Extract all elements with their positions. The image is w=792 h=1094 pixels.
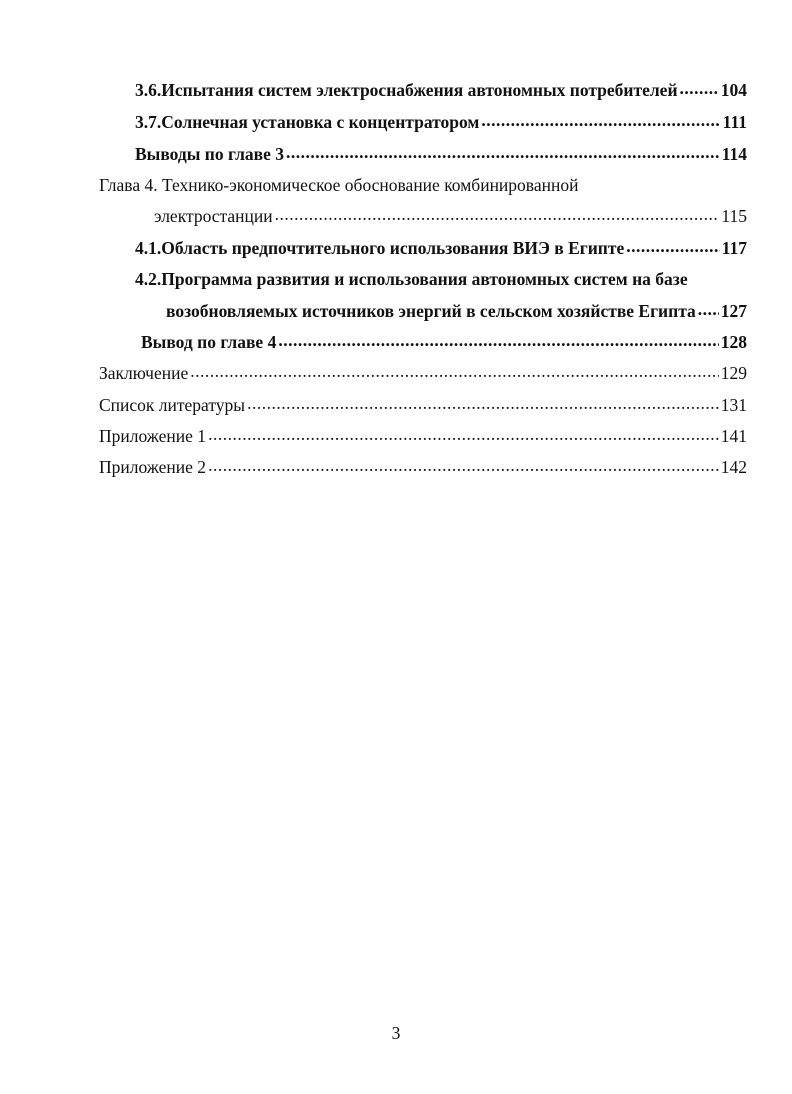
toc-page-number: 117 (721, 238, 747, 258)
toc-entry-text: Заключение (99, 363, 189, 383)
toc-entry-appendix-2 (99, 456, 747, 478)
toc-leader-dots (698, 303, 719, 317)
page-number: 3 (391, 1023, 401, 1043)
toc-page-number: 131 (720, 395, 747, 415)
toc-page-number: 115 (721, 206, 747, 226)
toc-entry-3-6 (135, 79, 747, 101)
toc-entry-conclusion-4 (141, 331, 747, 353)
toc-entry-4-1 (135, 237, 747, 259)
toc-leader-dots (208, 459, 719, 473)
toc-entry-text: возобновляемых источников энергий в сельском хозяйстве Египта (166, 301, 696, 321)
toc-leader-dots (481, 114, 720, 128)
toc-entry-conclusion (99, 362, 747, 384)
toc-entry-text: Приложение 1 (99, 426, 207, 446)
toc-entry-3-7 (135, 111, 747, 133)
toc-entry-text: 3.7.Солнечная установка с концентратором (135, 112, 480, 132)
toc-entry-text: Список литературы (99, 395, 246, 415)
toc-leader-dots (190, 365, 719, 379)
toc-entry-references (99, 394, 747, 416)
toc-entry-conclusions-3 (135, 143, 747, 165)
toc-leader-dots (680, 82, 719, 96)
toc-leader-dots (626, 240, 719, 254)
toc-entry-text: Выводы по главе 3 (135, 144, 284, 164)
toc-page-number: 128 (720, 332, 747, 352)
toc-leader-dots (208, 428, 719, 442)
toc-chapter-4-title: Глава 4. Технико-экономическое обоснование комбинированной (99, 175, 579, 195)
toc-entry-chapter-4 (154, 205, 747, 227)
toc-page-number: 111 (722, 112, 747, 132)
toc-entry-4-2 (166, 300, 747, 322)
toc-leader-dots (286, 146, 720, 160)
toc-entry-text: электростанции (154, 206, 273, 226)
toc-entry-text: Вывод по главе 4 (141, 332, 277, 352)
toc-entry-4-2-title: 4.2.Программа развития и использования автономных систем на базе (135, 269, 688, 289)
toc-leader-dots (278, 334, 718, 348)
toc-entry-appendix-1 (99, 425, 747, 447)
toc-page-number: 114 (721, 144, 747, 164)
toc-page-number: 141 (720, 426, 747, 446)
toc-entry-text: 4.1.Область предпочтительного использования ВИЭ в Египте (135, 238, 625, 258)
toc-entry-text: 3.6.Испытания систем электроснабжения автономных потребителей (135, 80, 678, 100)
toc-leader-dots (247, 397, 719, 411)
toc-page-number: 104 (720, 80, 747, 100)
toc-page-number: 127 (720, 301, 747, 321)
toc-page-number: 129 (720, 363, 747, 383)
toc-leader-dots (275, 208, 720, 222)
toc-entry-text: Приложение 2 (99, 457, 207, 477)
toc-page-number: 142 (720, 457, 747, 477)
